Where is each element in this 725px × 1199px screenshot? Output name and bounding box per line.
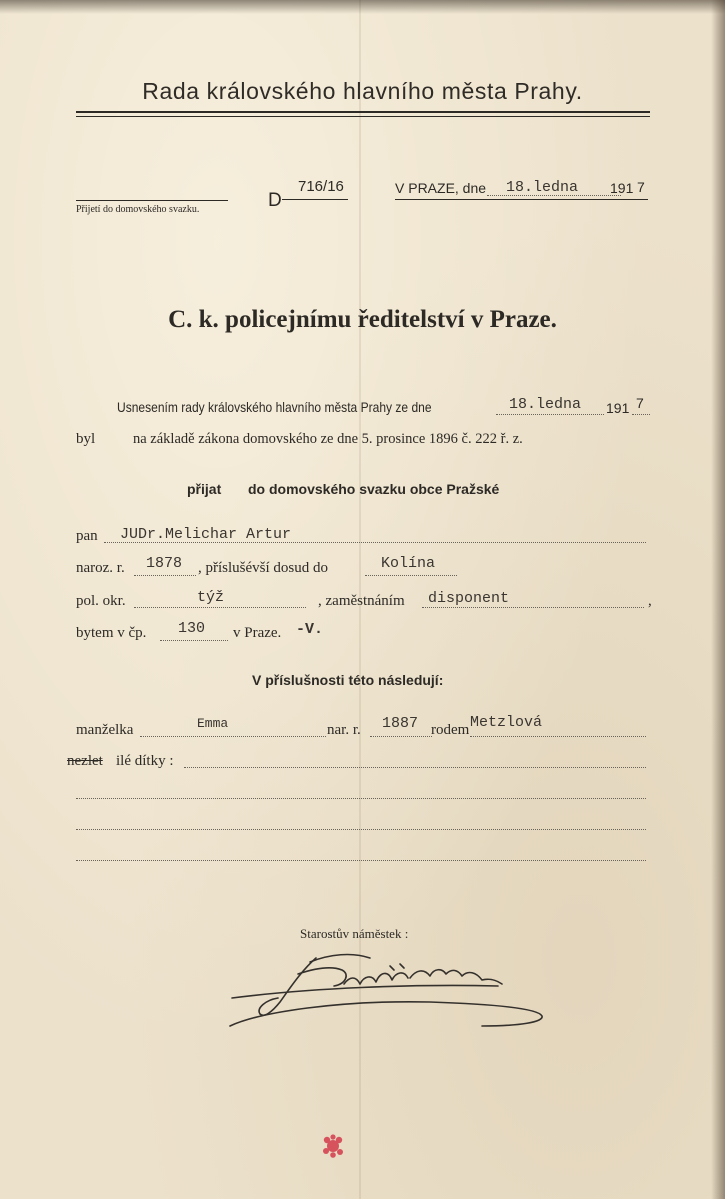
- admitted-rest: do domovského svazku obce Pražské: [248, 481, 500, 497]
- resolution-line-1: [117, 399, 483, 415]
- belonging-dots: [365, 575, 457, 576]
- belonging-place: Kolína: [381, 555, 436, 572]
- residence-label: bytem v čp.: [76, 625, 147, 641]
- pan-label: pan: [76, 528, 98, 544]
- members-heading: V příslušnosti této následují:: [252, 672, 444, 688]
- addressee: C. k. policejnímu ředitelství v Praze.: [168, 306, 557, 333]
- district-value: týž: [197, 589, 225, 606]
- spouse-born-dots: [370, 736, 432, 737]
- handwritten-signature: [220, 940, 560, 1040]
- spouse-name-dots: [140, 736, 326, 737]
- reference-prefix: D: [268, 190, 282, 211]
- year-prefix: 191: [610, 180, 634, 196]
- red-stamp-icon: [320, 1132, 346, 1160]
- spouse-maiden-dots: [470, 736, 646, 737]
- paper-edge-top: [0, 0, 725, 14]
- person-name: JUDr.Melichar Artur: [120, 526, 292, 543]
- spouse-maiden-name: Metzlová: [470, 714, 543, 731]
- reference-rule: [282, 199, 348, 200]
- resolution-year-prefix: 191: [606, 400, 630, 416]
- intake-rule: [76, 200, 228, 201]
- children-dots-1: [184, 767, 646, 768]
- children-dots-4: [76, 860, 646, 861]
- year-digit: 7: [637, 179, 645, 195]
- spouse-maiden-label: rodem: [431, 722, 470, 738]
- resolution-text: Usnesením rady královského hlavního města Prahy ze dne: [117, 399, 432, 415]
- occupation-comma: ,: [648, 593, 652, 609]
- born-label: naroz. r.: [76, 560, 125, 576]
- occupation-dots: [422, 607, 644, 608]
- occupation-label: , zaměstnáním: [318, 593, 405, 609]
- spouse-born-year: 1887: [382, 715, 419, 732]
- paper-edge-right: [711, 0, 725, 1199]
- born-year: 1878: [146, 555, 183, 572]
- district-label: pol. okr.: [76, 593, 126, 609]
- city-label: v Praze.: [233, 625, 282, 641]
- spouse-label: manželka: [76, 722, 134, 738]
- signatory-title: Starostův náměstek :: [300, 926, 409, 941]
- intake-label: Přijetí do domovského svazku.: [76, 204, 200, 215]
- born-dots: [134, 575, 196, 576]
- city-district: -V.: [296, 621, 324, 638]
- resolution-year-dots: [632, 414, 650, 415]
- reference-number: 716/16: [298, 178, 344, 195]
- spouse-born-label: nar. r.: [327, 722, 361, 738]
- children-label: ilé dítky :: [116, 753, 174, 769]
- residence-dots: [160, 640, 228, 641]
- spouse-name: Emma: [197, 716, 229, 731]
- document-date: 18.ledna: [506, 179, 579, 196]
- resolution-date-dots: [496, 414, 604, 415]
- children-struck-text: nezlet: [67, 753, 103, 769]
- resolution-byl: byl: [76, 431, 96, 447]
- resolution-year-digit: 7: [636, 395, 644, 411]
- occupation-value: disponent: [428, 590, 510, 607]
- title-rule-bottom: [76, 116, 650, 117]
- house-number: 130: [178, 620, 206, 637]
- children-dots-2: [76, 798, 646, 799]
- resolution-date: 18.ledna: [509, 396, 582, 413]
- resolution-line-2: na základě zákona domovského ze dne 5. prosince 1896 č. 222 ř. z.: [133, 431, 523, 447]
- admitted-word: přijat: [187, 481, 222, 497]
- district-dots: [134, 607, 306, 608]
- date-rule: [395, 199, 648, 200]
- title-rule-top: [76, 111, 650, 113]
- belonging-label: , příslušévší dosud do: [198, 560, 329, 576]
- place-label: V PRAZE, dne: [395, 180, 487, 196]
- council-title: Rada královského hlavního města Prahy.: [142, 78, 583, 104]
- children-dots-3: [76, 829, 646, 830]
